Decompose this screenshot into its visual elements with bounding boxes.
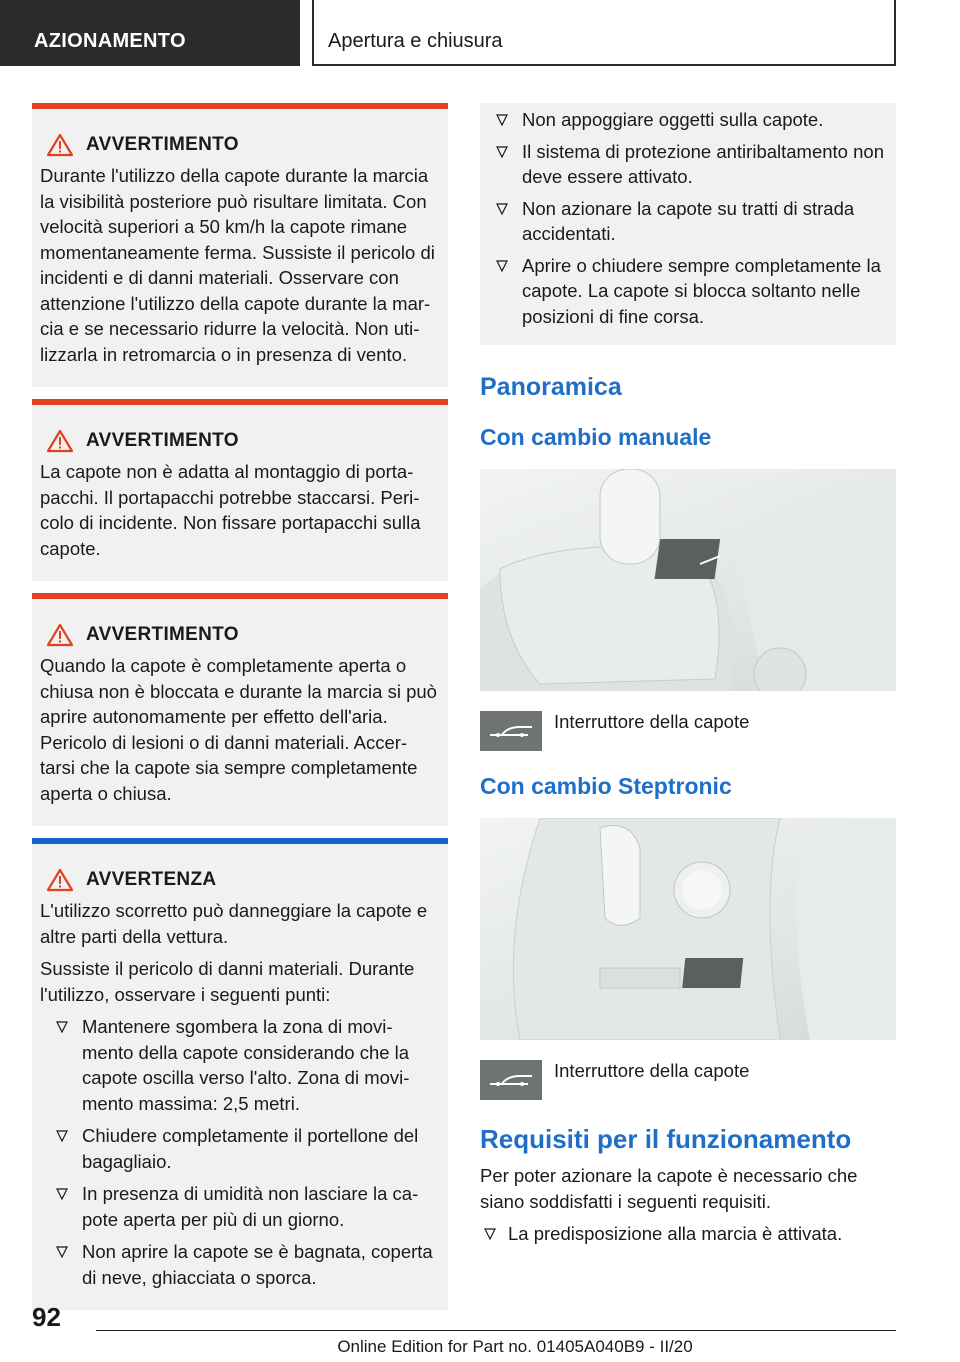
manual-gearbox-illustration: [480, 469, 896, 691]
notice-text: Sussiste il pericolo di danni materiali. Durante l'utilizzo, osservare i seguenti punti:: [40, 958, 415, 1005]
list-item: Non appoggiare oggetti sulla capote.: [480, 107, 884, 133]
requirements-bullet-list: [480, 1221, 896, 1247]
notice-title: AVVERTENZA: [86, 869, 217, 890]
notice-continuation: [480, 103, 896, 345]
left-column: [32, 103, 448, 1310]
notice-text: L'utilizzo scorretto può danneggiare la capote e altre parti della vettura.: [40, 900, 428, 947]
warning-triangle-icon: [46, 429, 74, 453]
warning-triangle-icon: [46, 623, 74, 647]
bullet-triangle-icon: [496, 146, 508, 158]
page-number: 92: [32, 1302, 61, 1332]
right-column: [480, 103, 896, 1247]
steptronic-gearbox-figure: [480, 818, 896, 1040]
bullet-triangle-icon: [56, 1188, 68, 1200]
convertible-roof-icon: [480, 1060, 542, 1100]
bullet-triangle-icon: [496, 203, 508, 215]
warning-triangle-icon: [46, 133, 74, 157]
bullet-triangle-icon: [56, 1130, 68, 1142]
legend-label: Interruttore della capote: [554, 1060, 750, 1081]
bullet-triangle-icon: [484, 1228, 496, 1240]
legend-label: Interruttore della capote: [554, 711, 750, 732]
notice-triangle-icon: [46, 868, 74, 892]
list-item: Non aprire la capote se è bagnata, coperta di neve, ghiacciata o sporca.: [40, 1239, 438, 1290]
section-heading-overview: Panoramica: [480, 373, 622, 401]
chapter-title: Apertura e chiusura: [312, 0, 896, 66]
list-item: Mantenere sgombera la zona di movi-mento della capote considerando che la capote oscilla verso l'alto. Zona di movi-mento massima: 2,5 metri.: [40, 1014, 438, 1116]
requirements-intro: Per poter azionare la capote è necessario che siano soddisfatti i seguenti requisiti.: [480, 1165, 858, 1212]
warning-text: Quando la capote è completamente aperta o chiusa non è bloccata e durante la marcia si può aprire autonomamente per effetto dell'aria. Pericolo di lesioni o di danni materiali. Accer-tarsi che la capote sia sempre completamente aperta o chiusa.: [40, 655, 437, 804]
warning-title: AVVERTIMENTO: [86, 430, 239, 451]
list-item: Aprire o chiudere sempre completamente la capote. La capote si blocca soltanto nelle posizioni di fine corsa.: [480, 253, 884, 330]
bullet-triangle-icon: [56, 1021, 68, 1033]
manual-gearbox-figure: [480, 469, 896, 691]
convertible-roof-icon: [480, 711, 542, 751]
list-item: Non azionare la capote su tratti di strada accidentati.: [480, 196, 884, 247]
footer-divider: [96, 1330, 896, 1331]
manual-legend: [480, 711, 896, 751]
warning-box-2: [32, 399, 448, 581]
section-label: AZIONAMENTO: [0, 0, 300, 66]
steptronic-gearbox-illustration: [480, 818, 896, 1040]
warning-text: La capote non è adatta al montaggio di porta-pacchi. Il portapacchi potrebbe staccarsi. Peri-colo di incidente. Non fissare portapacchi sulla capote.: [40, 461, 421, 559]
warning-text: Durante l'utilizzo della capote durante la marcia la visibilità posteriore può risultare limitata. Con velocità superiori a 50 km/h la capote rimane momentaneamente ferma. Sussiste il pericolo di incidenti e di danni materiali. Osservare con attenzione l'utilizzo della capote durante la mar-cia e se necessario ridurre la velocità. Non uti-lizzarla in retromarcia o in presenza di vento.: [40, 165, 435, 365]
warning-box-3: [32, 593, 448, 826]
bullet-triangle-icon: [496, 114, 508, 126]
list-item: In presenza di umidità non lasciare la ca-pote aperta per più di un giorno.: [40, 1181, 438, 1232]
notice-bullet-list: [40, 1014, 438, 1290]
footer-edition: Online Edition for Part no. 01405A040B9 - II/20: [337, 1337, 693, 1356]
subheading-manual: Con cambio manuale: [480, 424, 712, 450]
page-header: [0, 0, 960, 66]
notice-box: [32, 838, 448, 1310]
bullet-triangle-icon: [56, 1246, 68, 1258]
bullet-triangle-icon: [496, 260, 508, 272]
list-item: Chiudere completamente il portellone del bagagliaio.: [40, 1123, 438, 1174]
subheading-steptronic: Con cambio Steptronic: [480, 773, 732, 799]
section-heading-requirements: Requisiti per il funzionamento: [480, 1124, 852, 1154]
warning-box-1: [32, 103, 448, 387]
notice-bullet-list-continued: [480, 107, 884, 329]
steptronic-legend: [480, 1060, 896, 1100]
warning-title: AVVERTIMENTO: [86, 624, 239, 645]
list-item: Il sistema di protezione antiribaltamento non deve essere attivato.: [480, 139, 884, 190]
list-item: La predisposizione alla marcia è attivata.: [480, 1221, 896, 1247]
warning-title: AVVERTIMENTO: [86, 134, 239, 155]
